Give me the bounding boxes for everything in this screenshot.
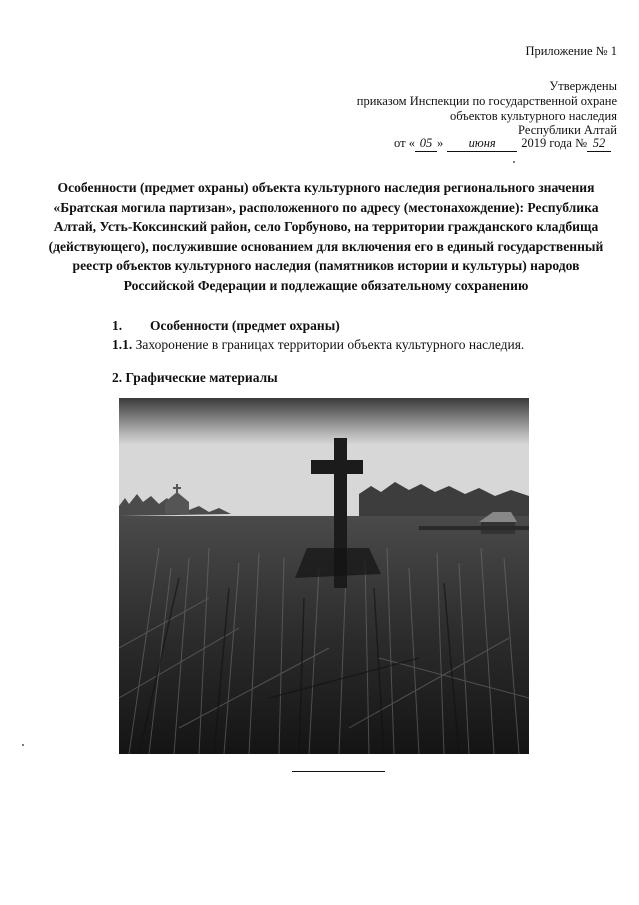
handwritten-order-number: 52 (587, 136, 611, 152)
grave-cross-photo (119, 398, 529, 754)
item-1-1-number: 1.1. (112, 337, 133, 352)
photo-chapel-crossbar (173, 487, 181, 489)
section-1-heading (112, 318, 340, 334)
handwritten-month: июня (447, 136, 517, 152)
section-1-number: 1. (112, 318, 123, 333)
appendix-label: Приложение № 1 (525, 44, 617, 58)
handwritten-day: 05 (415, 136, 437, 152)
order-line-2: объектов культурного наследия (450, 109, 617, 123)
section-2-heading: 2. Графические материалы (112, 370, 278, 385)
item-1-1-text: Захоронение в границах территории объекта культурного наследия. (132, 337, 525, 352)
footer-rule (292, 771, 385, 772)
photo-fence (419, 526, 529, 530)
item-1-1 (112, 337, 524, 353)
document-title: Особенности (предмет охраны) объекта культурного наследия регионального значения «Братская могила партизан», расположенного по адресу (местонахождение): Республика Алтай, Усть-Коксинский район, село Горбуново, на территории гражданского кладбища (действующего), послужившие основанием для включения его в единый государственный реестр объектов культурного наследия (памятников истории и культуры) народов Российской Федерации и подлежащие обязательному сохранению (48, 180, 604, 293)
scan-speck (513, 161, 515, 163)
date-prefix: от « (394, 136, 415, 150)
approved-label: Утверждены (549, 79, 617, 93)
order-date-line (394, 136, 611, 152)
photo-cross-shadow (295, 548, 381, 578)
order-line-1: приказом Инспекции по государственной охране (356, 94, 617, 108)
date-mid: » (436, 136, 444, 150)
scan-speck (22, 744, 24, 746)
photo-cross-bar (311, 460, 363, 474)
section-1-title: Особенности (предмет охраны) (150, 318, 340, 333)
date-year: 2019 года № (521, 136, 587, 150)
order-line-3: Республики Алтай (518, 123, 617, 137)
